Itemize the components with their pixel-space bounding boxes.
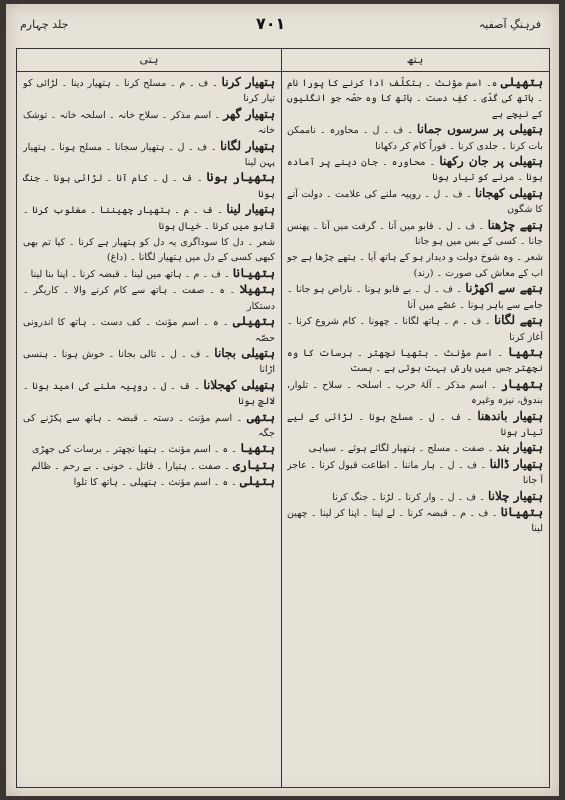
entry-definition: شعر ۔ دل کا سوداگری یہ دل کو ہتھیار ہے کرنا ۔ کیا تم بھی کبھی کسی کے دل میں ہتھیار لگانا ۔ (داغ) — [23, 237, 275, 264]
dictionary-entry — [23, 139, 275, 171]
dictionary-entry — [287, 186, 543, 218]
entry-definition: ۔ ف ۔ ل ۔ محاورہ ۔ ناممکن بات کرنا ۔ جلدی کرنا ۔ فوراً کام کر دکھانا — [287, 125, 543, 152]
entry-headword: ہتھیلی — [232, 314, 275, 329]
dictionary-entry — [23, 75, 275, 107]
page-header — [6, 14, 559, 38]
column-divider — [281, 49, 282, 787]
entry-definition: ۔ ف ۔ ل ۔ روپیہ ملنے کی امید ہونا ۔ لالچ ہونا — [23, 380, 275, 408]
entry-definition: ۔ ف ۔ م ۔ ہتھیار چھیننا ۔ مغلوب کرنا ۔ قابو میں کرنا ۔ خیال ہونا — [23, 205, 275, 232]
entry-definition: ۔ ف ۔ م ۔ ہاتھ لگانا ۔ چھونا ۔ کام شروع کرنا ۔ آغاز کرنا — [287, 316, 543, 343]
entry-definition: ۔ ف ۔ ل ۔ ہتھیار سجانا ۔ مسلح ہونا ۔ ہتھیار پہن لینا — [23, 141, 275, 169]
dictionary-page — [6, 4, 559, 796]
dictionary-entry — [287, 440, 543, 456]
dictionary-entry — [23, 202, 275, 234]
entry-definition: ۔ ف ۔ ل ۔ مسلح ہونا ۔ لڑائی کے لیے تیار ہونا — [287, 411, 543, 438]
entry-headword: ہتھیلی کھجلانا — [203, 377, 275, 392]
entry-headword: ہتھیا — [507, 344, 543, 359]
entry-headword: ہتھے لگانا — [494, 313, 543, 328]
entry-headword: ہتھیانا — [232, 265, 275, 280]
dictionary-entry — [287, 345, 543, 377]
left-column — [23, 75, 275, 781]
entry-definition: ۔ اسم مذکر ۔ آلۂ حرب ۔ اسلحہ ۔ سلاح ۔ تلوار، بندوق، نیزہ وغیرہ — [287, 379, 543, 407]
entry-headword: ہتھیلی پر جان رکھنا — [439, 154, 543, 169]
entry-definition: ۔ صفت ۔ ہتیارا ۔ قاتل ۔ خونی ۔ بے رحم ۔ ظالم — [31, 460, 230, 472]
entry-definition: ۔ محاورہ ۔ جان دینے پر آمادہ ہونا ۔ مرنے کو تیار ہونا — [287, 157, 543, 184]
volume-label: جلد چہارم — [20, 18, 69, 31]
entry-definition: ۔ ف ۔ ل ۔ ہار ماننا ۔ اطاعت قبول کرنا ۔ عاجز آ جانا — [287, 459, 543, 487]
entry-definition: ۔ صفت ۔ مسلح ۔ ہتھیار لگائے ہوئے ۔ سپاہی — [308, 443, 494, 455]
entry-headword: ہتھیار لینا — [226, 202, 275, 217]
dictionary-entry — [287, 75, 543, 122]
entry-headword: ہتیاری — [232, 457, 275, 472]
entry-definition: ۔ اسم مؤنث ۔ دستہ ۔ قبضہ ۔ ہاتھ سے پکڑنے کی جگہ — [23, 412, 275, 439]
entry-headword: ہتھیار بند — [496, 440, 543, 455]
left-column-heading: ہتی — [17, 49, 281, 72]
entry-definition: ۔ ف ۔ م ۔ ہاتھ میں لینا ۔ قبضہ کرنا ۔ اپنا بنا لینا — [30, 268, 230, 280]
entry-definition: ۔ ف ۔ ل ۔ قابو میں آنا ۔ گرفت میں آنا ۔ پھنس جانا ۔ کسی کے بس میں ہو جانا — [287, 220, 543, 248]
dictionary-entry — [23, 458, 275, 474]
running-title: فرہنگِ آصفیہ — [478, 18, 541, 31]
entry-headword: ہتھیار باندھنا — [477, 408, 543, 423]
entry-headword: ہتھے سے اکھڑنا — [465, 281, 543, 296]
dictionary-entry — [23, 107, 275, 139]
entry-headword: ہتھیار ہونا — [206, 170, 275, 185]
entry-definition: ۔ ہ ۔ اسم مؤنث ۔ ہتھیلی ۔ ہاتھ کا تلوا — [73, 477, 237, 489]
dictionary-entry — [287, 313, 543, 345]
right-column — [287, 75, 543, 781]
dictionary-entry — [23, 474, 275, 490]
entry-headword: ہتھیانا — [500, 504, 543, 519]
dictionary-entry — [287, 154, 543, 186]
entry-headword: ہتھی — [246, 409, 275, 424]
entry-headword: ہتیلی — [239, 474, 275, 489]
entry-definition: ۔ ف ۔ ل ۔ روپیہ ملنے کی علامت ۔ دولت آنے کا شگون — [287, 188, 543, 216]
dictionary-entry — [287, 457, 543, 489]
entry-definition: ۔ ف ۔ م ۔ مسلح کرنا ۔ ہتھیار دینا ۔ لڑائی کو تیار کرنا — [23, 78, 275, 105]
dictionary-entry — [23, 346, 275, 378]
entry-definition: ہ۔ اسم مؤنث ۔ بتکلّف ادا کرنے کا پورا نام ۔ ہاتھ کی گدّی ۔ کفِ دست ۔ ہاتھ کا وہ حصّہ جو انگلیوں کے نیچے ہے — [287, 78, 543, 120]
entry-headword: ہتھے چڑھنا — [487, 217, 543, 232]
entry-headword: ہتھیلی بجانا — [214, 345, 275, 360]
entry-headword: ہتھیار ڈالنا — [489, 456, 543, 471]
dictionary-entry — [23, 170, 275, 202]
page-number: ۷۰۱ — [256, 14, 286, 33]
entry-definition: شعر ۔ وہ شوخ دولت و دیدار ہو کے ہاتھ آیا ۔ ہتھے چڑھا ہے جو اب کے معاش کی صورت ۔ (رند) — [287, 252, 543, 279]
entry-definition: ۔ ہ ۔ اسم مؤنث ۔ کف دست ۔ ہاتھ کا اندرونی حصّہ — [23, 317, 275, 344]
dictionary-entry — [287, 409, 543, 441]
entry-headword: ہتھیلی — [500, 75, 543, 89]
text-frame — [16, 48, 550, 788]
entry-definition: ۔ اسم مذکر ۔ سلاح خانہ ۔ اسلحہ خانہ ۔ توشک خانہ — [23, 109, 275, 137]
right-column-heading: ہتھ — [281, 49, 549, 72]
dictionary-entry — [287, 281, 543, 313]
dictionary-entry — [23, 314, 275, 346]
entry-definition: ۔ ف ۔ ل ۔ وار کرنا ۔ لڑنا ۔ جنگ کرنا — [332, 491, 485, 503]
dictionary-entry — [23, 282, 275, 314]
entry-definition: ۔ ہ ۔ صفت ۔ ہاتھ سے کام کرنے والا ۔ کاریگر ۔ دستکار — [23, 285, 275, 312]
dictionary-entry — [287, 505, 543, 537]
entry-headword: ہتھیار گھر — [223, 106, 275, 121]
entry-definition: ۔ ف ۔ ل ۔ کام آنا ۔ لڑائی ہونا ۔ جنگ ہونا — [23, 173, 275, 200]
dictionary-entry — [287, 489, 543, 505]
dictionary-entry — [23, 410, 275, 442]
dictionary-entry — [287, 122, 543, 154]
entry-headword: ہتھیار لگانا — [220, 138, 275, 153]
dictionary-entry — [23, 441, 275, 457]
dictionary-entry — [23, 234, 275, 266]
entry-definition: ۔ ف ۔ ل ۔ تالی بجانا ۔ خوش ہونا ۔ ہنسی اڑانا — [23, 348, 275, 376]
entry-headword: ہتھیلی پر سرسوں جمانا — [416, 122, 543, 137]
entry-headword: ہتھیا — [239, 441, 275, 456]
dictionary-entry — [287, 249, 543, 281]
entry-definition: ۔ اسم مؤنث ۔ ہتھیا نچھتر ۔ برسات کا وہ نچھتر جس میں بارش بہت ہوتی ہے ۔ ہست — [287, 347, 543, 375]
dictionary-entry — [287, 218, 543, 250]
entry-definition: ۔ ہ ۔ اسم مؤنث ۔ ہتھیا نچھتر ۔ برسات کی جھڑی — [31, 444, 237, 456]
entry-headword: ہتھیار — [500, 376, 543, 391]
entry-headword: ہتھیار کرنا — [221, 75, 275, 89]
dictionary-entry — [23, 266, 275, 282]
entry-headword: ہتھیلا — [239, 282, 275, 297]
entry-headword: ہتھیار چلانا — [487, 488, 543, 503]
entry-headword: ہتھیلی کھجانا — [475, 185, 543, 200]
dictionary-entry — [23, 378, 275, 410]
entry-definition: ۔ ف ۔ ل ۔ بے قابو ہونا ۔ ناراض ہو جانا ۔ جامے سے باہر ہونا ۔ غصّے میں آنا — [287, 284, 543, 311]
entry-definition: ۔ ف ۔ م ۔ قبضہ کرنا ۔ لے لینا ۔ اپنا کر لینا ۔ چھین لینا — [287, 507, 543, 535]
dictionary-entry — [287, 377, 543, 409]
